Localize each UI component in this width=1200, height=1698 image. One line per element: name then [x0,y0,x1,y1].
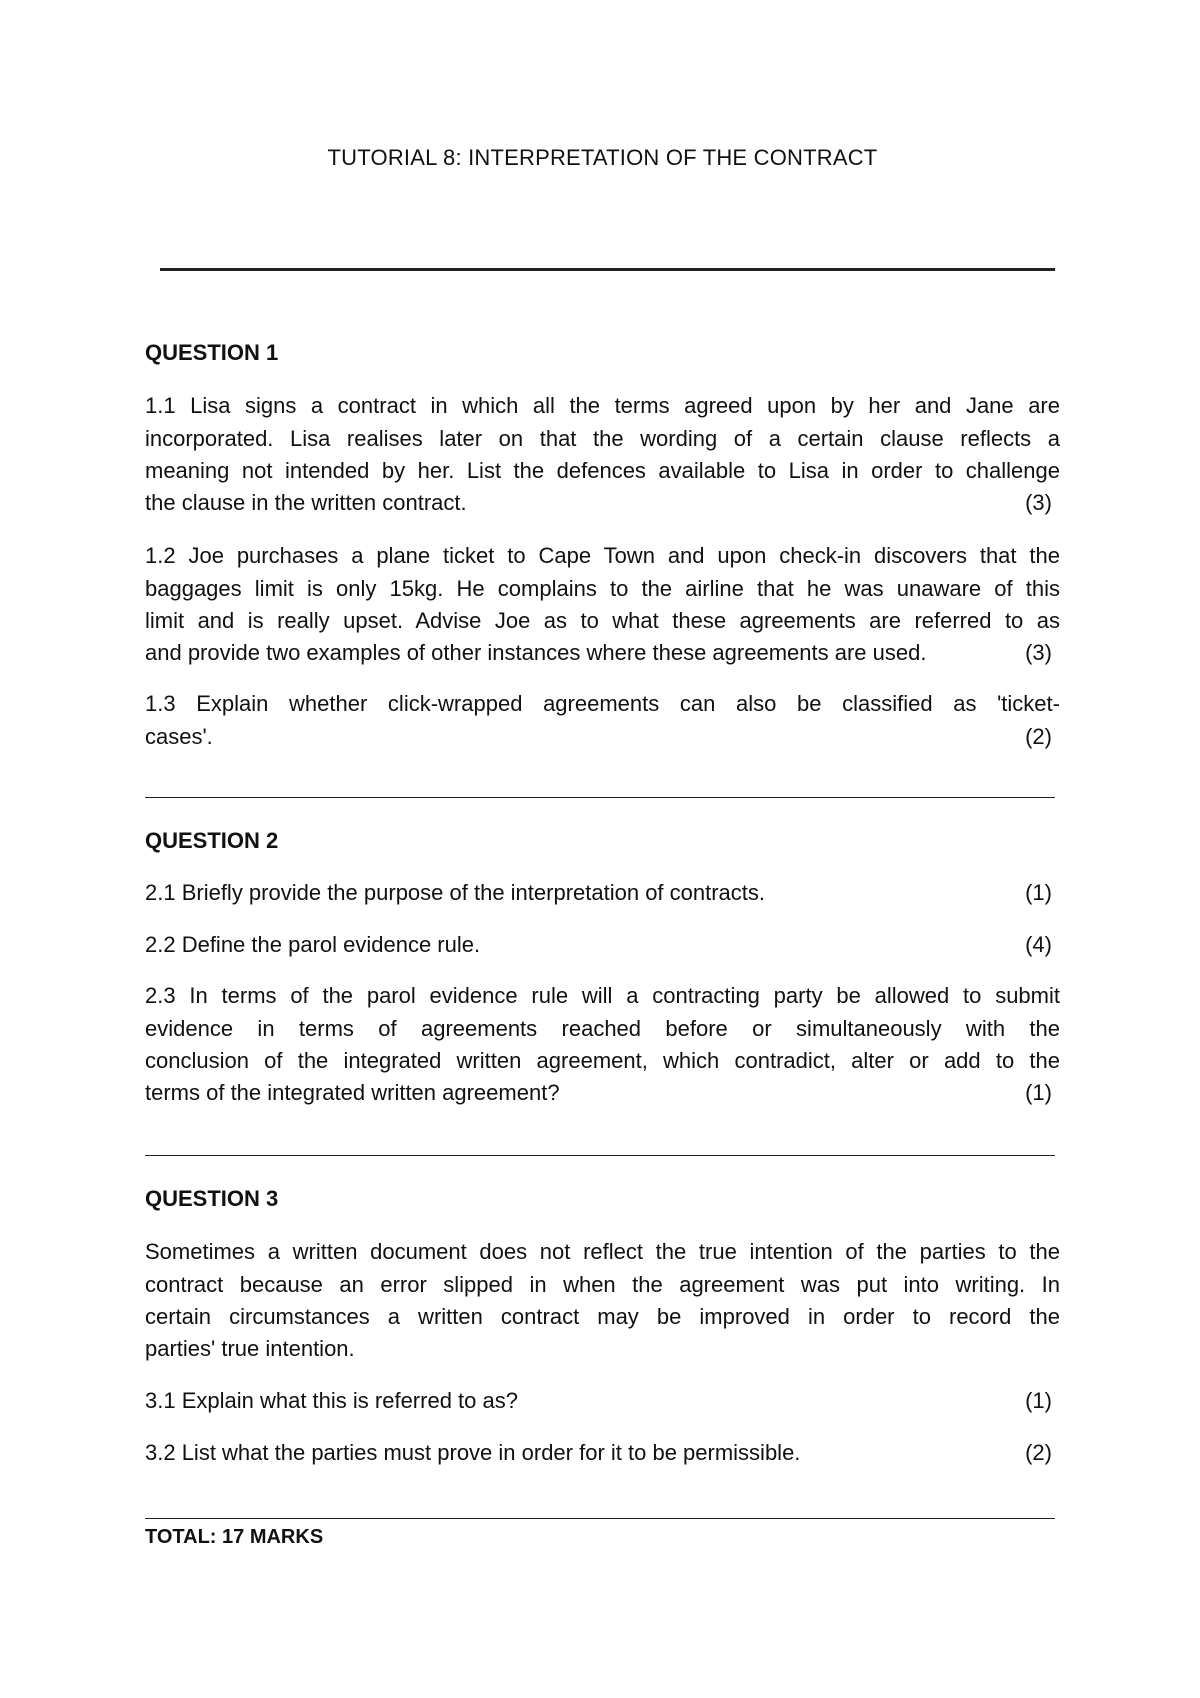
text-line: 2.3 In terms of the parol evidence rule will a contracting party be allowed to submit [145,983,1060,1008]
mark-allocation: (2) [1025,724,1052,749]
text-line: 3.2 List what the parties must prove in order for it to be permissible. [145,1440,801,1465]
divider [145,797,1055,798]
question-2-3-last-line [145,1080,1060,1106]
page-title: TUTORIAL 8: INTERPRETATION OF THE CONTRACT [327,145,878,170]
mark-allocation: (3) [1025,640,1052,665]
question-3-2 [145,1440,1060,1466]
question-2-1 [145,880,1060,906]
question-1-heading: QUESTION 1 [145,340,279,365]
text-line: terms of the integrated written agreement? [145,1080,560,1105]
text-line: Sometimes a written document does not reflect the true intention of the parties to the [145,1239,1060,1264]
text-line: conclusion of the integrated written agreement, which contradict, alter or add to the [145,1048,1060,1073]
text-line: baggages limit is only 15kg. He complains to the airline that he was unaware of this [145,575,1060,601]
question-1-2-last-line [145,640,1060,666]
text-line: evidence in terms of agreements reached before or simultaneously with the [145,1015,1060,1041]
divider [160,268,1055,271]
text-line: 2.1 Briefly provide the purpose of the interpretation of contracts. [145,880,766,905]
mark-allocation: (1) [1025,1388,1052,1413]
text-line: meaning not intended by her. List the defences available to Lisa in order to challenge [145,458,1060,483]
question-2-2 [145,932,1060,958]
question-1-1-last-line [145,490,1060,516]
text-line: the clause in the written contract. [145,490,467,515]
question-3-intro [145,1236,1060,1334]
text-line: cases'. [145,724,213,749]
divider [145,1155,1055,1156]
question-3-intro-last-line [145,1336,1060,1362]
text-line: and provide two examples of other instances where these agreements are used. [145,640,927,665]
text-line: limit and is really upset. Advise Joe as to what these agreements are referred to as [145,608,1060,633]
text-line: contract because an error slipped in when the agreement was put into writing. In [145,1271,1060,1297]
question-2-heading: QUESTION 2 [145,828,279,853]
mark-allocation: (1) [1025,1080,1052,1105]
mark-allocation: (1) [1025,880,1052,905]
text-line: incorporated. Lisa realises later on that the wording of a certain clause reflects a [145,425,1060,451]
text-line: 1.1 Lisa signs a contract in which all the terms agreed upon by her and Jane are [145,393,1060,418]
text-line: 1.2 Joe purchases a plane ticket to Cape Town and upon check-in discovers that the [145,543,1060,568]
mark-allocation: (4) [1025,932,1052,957]
question-1-2 [145,540,1060,638]
question-2-3 [145,980,1060,1078]
question-3-heading: QUESTION 3 [145,1186,279,1211]
total-marks: TOTAL: 17 MARKS [145,1526,324,1548]
question-3-1 [145,1388,1060,1414]
question-1-3 [145,688,1060,721]
document-page [145,0,1060,1698]
text-line: 1.3 Explain whether click-wrapped agreements can also be classified as 'ticket- [145,691,1060,716]
question-1-1 [145,390,1060,488]
text-line: parties' true intention. [145,1336,355,1361]
mark-allocation: (3) [1025,490,1052,515]
text-line: 2.2 Define the parol evidence rule. [145,932,481,957]
divider [145,1518,1055,1519]
mark-allocation: (2) [1025,1440,1052,1465]
text-line: 3.1 Explain what this is referred to as? [145,1388,518,1413]
text-line: certain circumstances a written contract may be improved in order to record the [145,1304,1060,1329]
question-1-3-last-line [145,724,1060,750]
